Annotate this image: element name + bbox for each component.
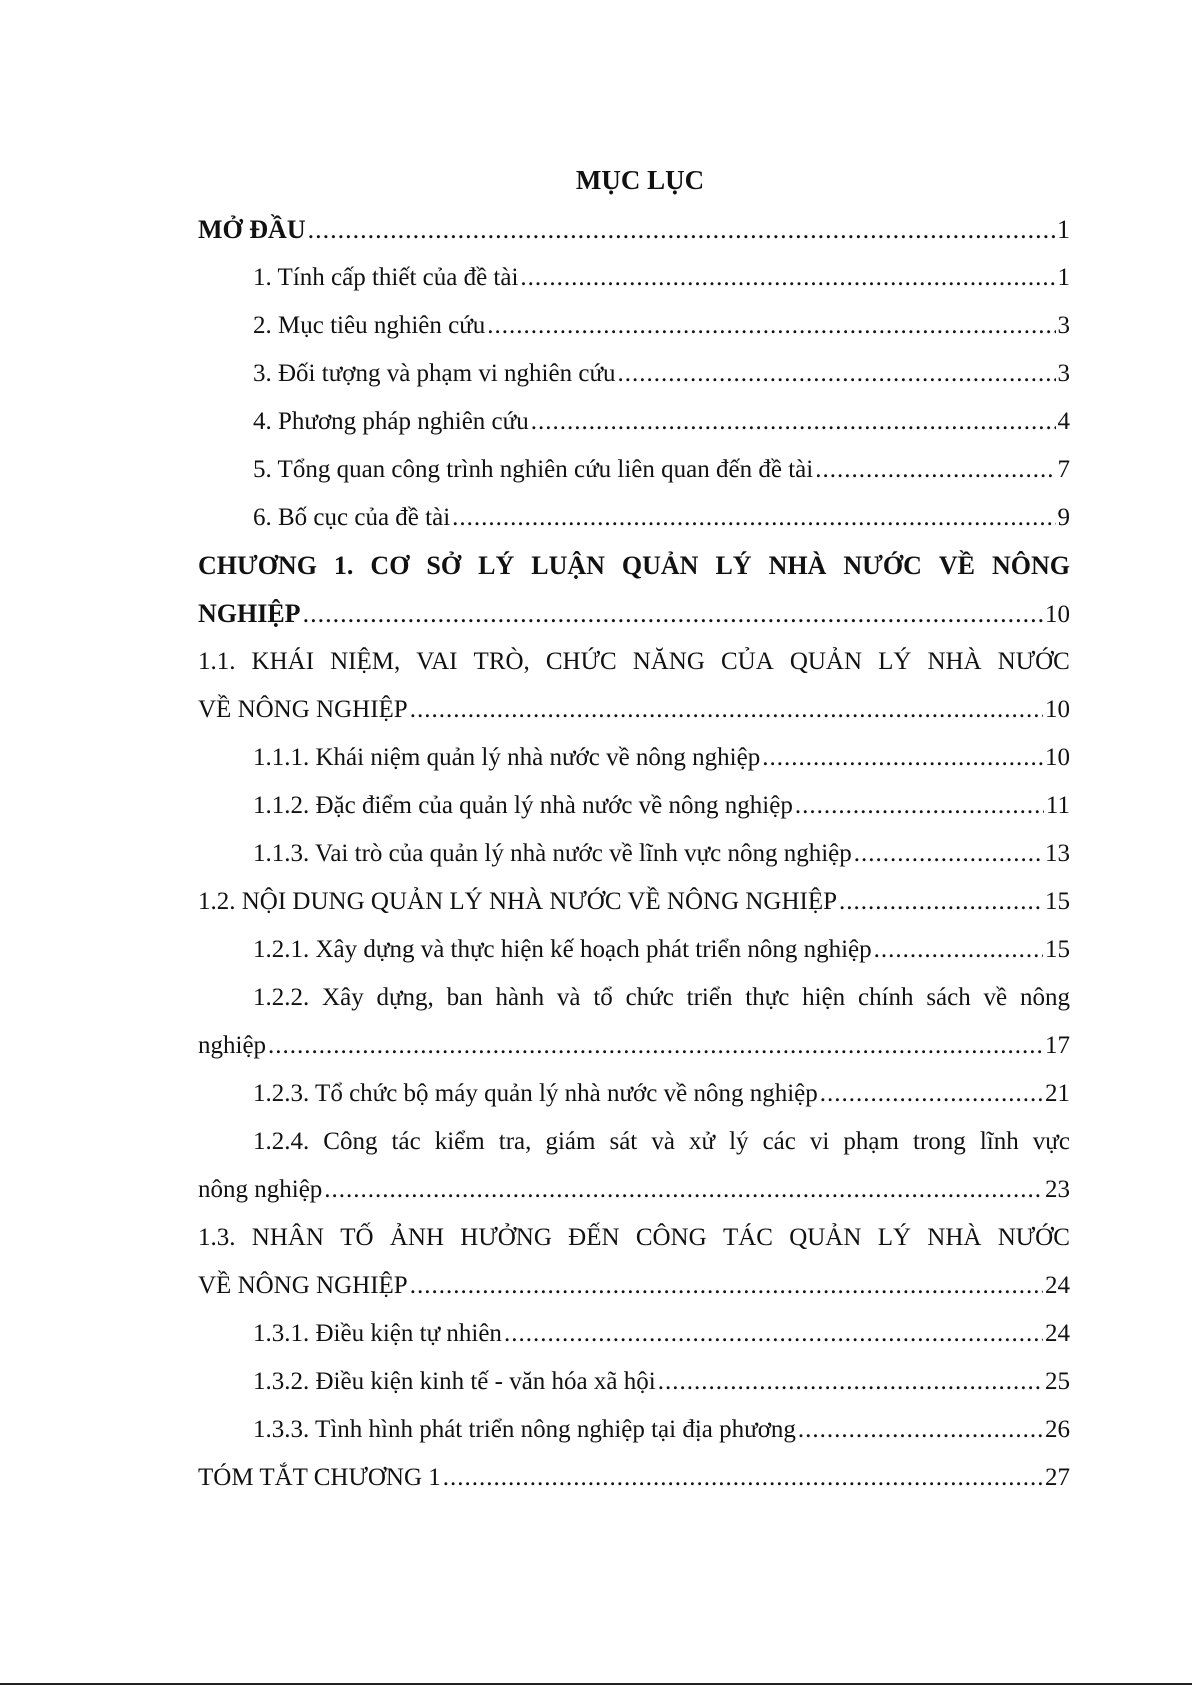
toc-page-number: 1 (1057, 264, 1070, 291)
word: 1.3. (198, 1224, 236, 1251)
toc-page-number: 1 (1057, 215, 1070, 244)
toc-entry-1-3-1 (198, 1310, 1070, 1358)
dot-leader (410, 1262, 1043, 1310)
dot-leader (324, 1166, 1043, 1214)
toc-page-number: 10 (1045, 696, 1070, 723)
word: QUẢN (789, 1224, 862, 1251)
toc-entry-1 (198, 254, 1070, 302)
toc-entry-3 (198, 350, 1070, 398)
word: TỐ (340, 1224, 374, 1251)
word: ĐẾN (568, 1224, 620, 1251)
word: và (651, 1128, 675, 1155)
word: giám (545, 1128, 596, 1155)
word: thực (745, 984, 790, 1011)
word: tác (391, 1128, 421, 1155)
word: nông (1019, 984, 1070, 1011)
toc-entry-text: 1.2.1. Xây dựng và thực hiện kế hoạch phát triển nông nghiệp (253, 936, 872, 963)
toc-entry-text: nghiệp (198, 1032, 267, 1059)
word: SỞ (426, 551, 462, 580)
word: 1.2.2. (253, 984, 310, 1011)
toc-entry-text: 1.2.3. Tổ chức bộ máy quản lý nhà nước về nông nghiệp (253, 1080, 818, 1107)
word: Xây (322, 984, 364, 1011)
word: NƯỚC (997, 1224, 1070, 1251)
dot-leader (762, 734, 1043, 782)
toc-entry-2 (198, 302, 1070, 350)
word: sách (926, 984, 971, 1011)
toc-entry-tom-tat (198, 1454, 1070, 1502)
toc-entry-1-2-1 (198, 926, 1070, 974)
toc-entry-1-1-2 (198, 782, 1070, 830)
toc-page-number: 10 (1045, 601, 1070, 628)
word: NĂNG (632, 648, 705, 675)
toc-entry-text: 5. Tổng quan công trình nghiên cứu liên quan đến đề tài (253, 456, 814, 483)
word: NHÀ (768, 551, 827, 580)
word: vực (1032, 1128, 1070, 1155)
toc-page-number: 21 (1045, 1080, 1070, 1107)
toc-entry-text: 3. Đối tượng và phạm vi nghiên cứu (253, 360, 616, 387)
toc-entry-1-3-line2 (198, 1262, 1070, 1310)
word: CƠ (370, 551, 410, 580)
table-of-contents (198, 160, 1070, 1502)
toc-page-number: 24 (1045, 1320, 1070, 1347)
word: KHÁI (251, 648, 315, 675)
dot-leader (795, 782, 1044, 830)
dot-leader (452, 494, 1055, 542)
word: về (983, 984, 1008, 1011)
word: xử (688, 1128, 716, 1155)
word: triển (686, 984, 733, 1011)
toc-entry-text: 1.3.2. Điều kiện kinh tế - văn hóa xã hội (253, 1368, 656, 1395)
word: ban (446, 984, 483, 1011)
toc-entry-text: 1.3.1. Điều kiện tự nhiên (253, 1320, 502, 1347)
toc-page-number: 13 (1045, 840, 1070, 867)
toc-entry-1-2-3 (198, 1070, 1070, 1118)
toc-entry-text: 1.1.1. Khái niệm quản lý nhà nước về nông nghiệp (253, 744, 761, 771)
word: TÁC (722, 1224, 773, 1251)
toc-page-number: 3 (1057, 360, 1070, 387)
toc-entry-text: 2. Mục tiêu nghiên cứu (253, 312, 486, 339)
word: lĩnh (979, 1128, 1019, 1155)
toc-entry-1-2 (198, 878, 1070, 926)
word: NHÀ (927, 648, 982, 675)
dot-leader (443, 1454, 1043, 1502)
word: HƯỞNG (460, 1224, 552, 1251)
toc-entry-chuong-1-line2 (198, 590, 1070, 638)
word: CHƯƠNG (198, 551, 317, 580)
dot-leader (874, 926, 1043, 974)
word: trong (913, 1128, 966, 1155)
toc-entry-text: 1.3.3. Tình hình phát triển nông nghiệp tại địa phương (253, 1416, 796, 1443)
toc-page-number: 9 (1057, 504, 1070, 531)
toc-entry-1-2-4-line1 (198, 1118, 1070, 1166)
toc-page-number: 3 (1057, 312, 1070, 339)
word: 1.2.4. (253, 1128, 310, 1155)
dot-leader (520, 254, 1055, 302)
word: LÝ (715, 551, 752, 580)
toc-entry-1-2-2-line1 (198, 974, 1070, 1022)
word: phạm (843, 1128, 899, 1155)
word: CÔNG (635, 1224, 707, 1251)
word: NHÂN (251, 1224, 324, 1251)
toc-title: MỤC LỤC (575, 165, 705, 195)
dot-leader (487, 302, 1055, 350)
word: vi (809, 1128, 830, 1155)
dot-leader (308, 206, 1055, 254)
dot-leader (839, 878, 1043, 926)
word: CỦA (720, 648, 774, 675)
toc-entry-text: 4. Phương pháp nghiên cứu (253, 408, 529, 435)
word: LÝ (877, 1224, 912, 1251)
toc-entry-text: TÓM TẮT CHƯƠNG 1 (198, 1464, 441, 1491)
dot-leader (531, 398, 1056, 446)
dot-leader (303, 590, 1043, 638)
dot-leader (798, 1406, 1043, 1454)
word: 1.1. (198, 648, 236, 675)
toc-entry-text: VỀ NÔNG NGHIỆP (198, 696, 408, 723)
dot-leader (268, 1022, 1043, 1070)
word: TRÒ, (473, 648, 530, 675)
toc-entry-5 (198, 446, 1070, 494)
toc-entry-1-3-line1 (198, 1214, 1070, 1262)
word: NƯỚC (997, 648, 1070, 675)
dot-leader (658, 1358, 1043, 1406)
word: LÝ (478, 551, 515, 580)
toc-entry-text: nông nghiệp (198, 1176, 323, 1203)
word: hiện (802, 984, 846, 1011)
toc-entry-1-3-3 (198, 1406, 1070, 1454)
word: sát (609, 1128, 638, 1155)
toc-page-number: 23 (1045, 1176, 1070, 1203)
toc-page-number: 11 (1045, 792, 1070, 819)
word: tra, (498, 1128, 532, 1155)
dot-leader (410, 686, 1043, 734)
word: chức (625, 984, 674, 1011)
word: NÔNG (991, 551, 1070, 580)
toc-page-number: 15 (1045, 888, 1070, 915)
word: chính (857, 984, 914, 1011)
dot-leader (504, 1310, 1043, 1358)
toc-entry-1-2-2-line2 (198, 1022, 1070, 1070)
toc-entry-1-1-line2 (198, 686, 1070, 734)
word: NIỆM, (330, 648, 401, 675)
toc-entry-text: 6. Bố cục của đề tài (253, 504, 451, 531)
toc-entry-1-2-4-line2 (198, 1166, 1070, 1214)
word: NƯỚC (843, 551, 922, 580)
toc-page-number: 15 (1045, 936, 1070, 963)
toc-entry-text: NGHIỆP (198, 599, 301, 628)
toc-entry-text: 1.1.2. Đặc điểm của quản lý nhà nước về nông nghiệp (253, 792, 793, 819)
toc-entry-mo-dau (198, 206, 1070, 254)
toc-entry-4 (198, 398, 1070, 446)
toc-page-number: 4 (1057, 408, 1070, 435)
dot-leader (815, 446, 1055, 494)
toc-entry-1-3-2 (198, 1358, 1070, 1406)
toc-entry-text: MỞ ĐẦU (198, 215, 306, 244)
word: CHỨC (545, 648, 617, 675)
word: VAI (416, 648, 458, 675)
word: QUẢN (789, 648, 863, 675)
word: VỀ (938, 551, 975, 580)
word: và (556, 984, 581, 1011)
toc-entry-1-1-line1 (198, 638, 1070, 686)
toc-entry-text: 1.1.3. Vai trò của quản lý nhà nước về lĩnh vực nông nghiệp (253, 840, 852, 867)
toc-page-number: 27 (1045, 1464, 1070, 1491)
word: hành (495, 984, 545, 1011)
word: các (762, 1128, 796, 1155)
toc-entry-text: VỀ NÔNG NGHIỆP (198, 1272, 408, 1299)
toc-entry-1-1-1 (198, 734, 1070, 782)
word: Công (323, 1128, 378, 1155)
toc-page-number: 7 (1057, 456, 1070, 483)
toc-page-number: 10 (1045, 744, 1070, 771)
toc-page-number: 26 (1045, 1416, 1070, 1443)
toc-entry-6 (198, 494, 1070, 542)
toc-entry-text: 1.2. NỘI DUNG QUẢN LÝ NHÀ NƯỚC VỀ NÔNG NGHIỆP (198, 888, 838, 915)
toc-entry-text: 1. Tính cấp thiết của đề tài (253, 264, 519, 291)
word: dựng, (376, 984, 434, 1011)
dot-leader (854, 830, 1043, 878)
word: NHÀ (927, 1224, 982, 1251)
word: 1. (333, 551, 354, 580)
dot-leader (820, 1070, 1043, 1118)
word: ẢNH (389, 1224, 445, 1251)
toc-page-number: 17 (1045, 1032, 1070, 1059)
word: QUẢN (621, 551, 699, 580)
toc-page-number: 24 (1045, 1272, 1070, 1299)
toc-entry-chuong-1-line1 (198, 542, 1070, 590)
toc-entry-1-1-3 (198, 830, 1070, 878)
word: LUẬN (531, 551, 605, 580)
word: lý (729, 1128, 749, 1155)
word: LÝ (878, 648, 912, 675)
word: kiểm (434, 1128, 485, 1155)
toc-page-number: 25 (1045, 1368, 1070, 1395)
word: tổ (593, 984, 613, 1011)
dot-leader (618, 350, 1056, 398)
